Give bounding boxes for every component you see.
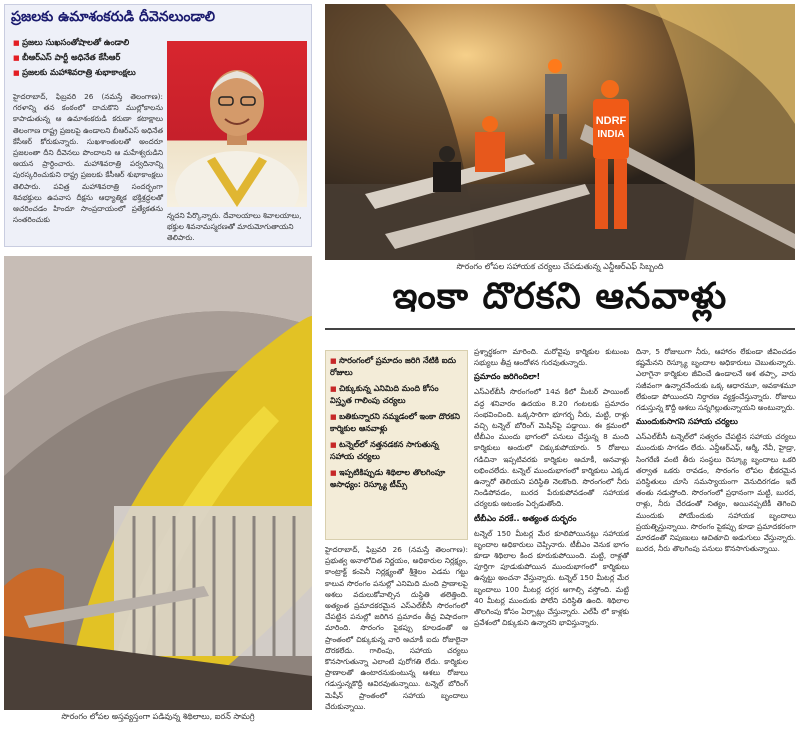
highlight-item: ■ టన్నెల్‌లో నత్తనడకన సాగుతున్న సహాయ చర్యలు [330,439,463,463]
article-paragraph: హైదరాబాద్, ఫిబ్రవరి 26 (నమస్తే తెలంగాణ): ప్రభుత్వ అనాలోచిత నిర్ణయం, అధికారుల నిర్లక్ష్యం, కాంట్రాక్ట్ కంపెనీ నిర్లక్ష్యంతో శ్రీశైలం ఎడమ గట్టు కాలువ సొరంగం పనుల్లో ఎనిమిది మంది ప్రాణాలపై ఆశలు వదులుకోవాల్సిన దుస్థితి తలెత్తింది. అత్యంత ప్రమాదకరమైన ఎస్‌ఎల్‌బీసీ సొరంగంలో చేపట్టిన పనుల్లో జరిగిన ప్రమాదం తీవ్ర విషాదంగా మారింది. సొరంగం పైకప్పు కూలడంతో ఆ ప్రాంతంలో చిక్కుకున్న వారి ఆచూకీ ఐదు రోజులైనా దొరకలేదు. గాలింపు, సహాయ చర్యలు కొనసాగుతున్నా ఎలాంటి పురోగతి లేదు. కార్మికుల ప్రాణాలతో ఉంటారనుకుంటున్న ఆశలు రోజులు గడుస్తున్నకొద్దీ ఆవిరవుతున్నాయి. టన్నెల్ బోరింగ్ మెషీన్ ప్రాంతంలో సహాయ బృందాలు చేరుకున్నాయి. [325,545,468,711]
kcr-portrait-photo [167,41,307,207]
article-column-2 [474,346,629,730]
highlight-item: ■ సొరంగంలో ప్రమాదం జరిగి నేటికి ఐదు రోజులు [330,355,463,379]
article-subheading: టీబీఎం వరకే.. అత్యంత దుర్భరం [474,513,577,523]
bottom-photo-caption: సొరంగం లోపల అస్తవ్యస్తంగా పడివున్న శిథిలాలు, ఐరన్ సామగ్రి [61,712,255,721]
kcr-bullet: ■ ప్రజలకు మహాశివరాత్రి శుభాకాంక్షలు [13,65,161,80]
highlights-box [325,350,468,540]
kcr-body-text: హైదరాబాద్, ఫిబ్రవరి 26 (నమస్తే తెలంగాణ): గరళాన్ని తన కంఠంలో దాచుకొని ముల్లోకాలను కాపాడుతున్న ఆ ఉమాశంకరుడి కరుణా కటాక్షాలు తెలంగాణ రాష్ట్ర ప్రజలపై ఉండాలని బీఆర్‌ఎస్ అధినేత కేసీఆర్ కోరుకున్నారు. సుఖశాంతులతో అందరూ ప్రజలంతా దీని దీవెనలు పొందాలని ఆ మహేశ్వరుడిని ఆయన ప్రార్థించారు. మహాశివరాత్రి పర్వదినాన్ని పురస్కరించుకుని రాష్ట్ర ప్రజలకు కేసీఆర్ శుభాకాంక్షలు తెలిపారు. పవిత్ర మహాశివరాత్రి సందర్భంగా శివభక్తులు ఉపవాస దీక్షను ఆధ్యాత్మిక భక్తిశ్రద్ధలతో ఆచరించడం హిందూ సాంప్రదాయంలో ప్రత్యేకతను సంతరించుకు [13,92,163,225]
highlight-item: ■ చిక్కుకున్న ఎనిమిది మంది కోసం విస్తృత గాలింపు చర్యలు [330,383,463,407]
kcr-headline: ప్రజలకు ఉమాశంకరుడి దీవెనలుండాలి [11,9,216,25]
kcr-bullet: ■ ప్రజలు సుఖసంతోషాలతో ఉండాలి [13,35,161,50]
tunnel-debris-photo [4,256,312,710]
article-paragraph: ఎస్‌ఎల్‌బీసీ టన్నెల్‌లో సత్వరం చేపట్టిన సహాయ చర్యలు ముందుకు సాగడం లేదు. ఎన్డీఆర్‌ఎఫ్, ఆర్మీ, నేవీ, హైడ్రా, సింగరేణి వంటి తీరు సంస్థలు రెస్క్యూ బృందాలు ఒకరి తర్వాత ఒకరు రావడం, సొరంగం లోపల భీకరమైన పరిస్థితులు చూసి సమస్యాయంగా వెనుదిరగడం ఇదే తంతు నడుస్తోంది. సొరంగంలో ప్రధానంగా మట్టి, బురద, రాళ్లు, నీరు చేరడంతో నిత్యం, అయినప్పటికీ తెగించి ముందుకు పోయేందుకు సహాయక బృందాలు ప్రయత్నిస్తున్నాయి. సొరంగం పైకప్పు కూడా ప్రమాదకరంగా మారడంతో నిపుణులు ఆచితూచి అడుగులు వేస్తున్నారు. బురద, నీరు తొలగింపు పనులు కొనసాగుతున్నాయి. [636,432,796,554]
article-subheading: ముందుకుసాగని సహాయ చర్యలు [636,417,738,427]
vest-label: NDRF [595,115,627,127]
kcr-body-text-cont: న్నదని పేర్కొన్నారు. దేవాలయాలు శివాలయాలు, భక్తుల శివనామస్మరణతో మారుమోగుతాయని తెలిపారు. [167,211,302,243]
kcr-bullets [13,35,161,80]
tunnel-debris-scene-icon [4,256,312,710]
vest-label: INDIA [597,129,625,140]
article-paragraph: ప్రశ్నార్థకంగా మారింది. మరోవైపు కార్మికుల కుటుంబ సభ్యులు తీవ్ర ఆందోళన గురవుతున్నారు. [474,347,629,368]
tunnel-rescue-scene-icon [325,4,795,260]
kcr-bullet: ■ బీఆర్‌ఎస్ పార్టీ అధినేత కేసీఆర్ [13,50,161,65]
article-subheading: ప్రమాదం జరిగిందిలా! [474,372,541,382]
article-paragraph: టన్నెల్ 150 మీటర్ల మేర కూలిపోయినట్లు సహాయక బృందాల అధికారులు చెప్పినారు. టీబీఎం వెనుక భాగం కూడా శిథిలాల కింద కూరుకుపోయింది. మట్టి, రాళ్లతో పూర్తిగా పూడుకుపోయిన ముందుభాగంలో కార్మికులు ఉన్నట్టు అంచనా వేస్తున్నారు. టన్నెల్ 150 మీటర్ల మేర బృందాలు 100 మీటర్ల దగ్గర ఆగాల్సి వస్తోంది. మట్టి 40 మీటర్ల ముందుకు పోలేని పరిస్థితి ఉంది. శిథిలాల తొలగింపు కోసం ఏర్పాట్లు చేస్తున్నారు. ఎల్‌పీ లో కాళ్లకు ప్రవేశంలో చిక్కుకుని ఉన్నారని భావిస్తున్నారు. [474,528,629,628]
main-headline: ఇంకా దొరకని ఆనవాళ్లు [392,276,728,317]
highlight-item: ■ బతికున్నారని నమ్మడంలో ఇంకా దొరకని కార్మికుల ఆనవాళ్లు [330,411,463,435]
article-paragraph: దినా, 5 రోజులుగా నీరు, ఆహారం లేకుండా జీవించడం కష్టమేనని రెస్క్యూ బృందాల అధికారులు చెబుతున్నారు. ఎలాగైనా కార్మికుల జీవించే ఉండాలనే ఆశ తప్పా, వారు సజీవంగా ఉన్నారనేందుకు ఒక్క ఆధారమూ, ఆవకాశమూ లేకుండా పోయిందని నిర్ధారణ వ్యక్తంచేస్తున్నారు. రోజులు గడుస్తున్న కొద్దీ ఆశలు సన్నగిల్లుతున్నాయని అంటున్నారు. [636,347,796,413]
article-column-3 [636,346,796,730]
highlight-item: ■ ఇప్పటికిప్పుడు శిథిలాల తొలగింపూ అసాధ్యం: రెస్క్యూ టీమ్స్ [330,467,463,491]
article-paragraph: ఎస్‌ఎల్‌బీసీ సొరంగంలో 14వ కిలో మీటర్ పాయింట్ వద్ద శనివారం ఉదయం 8.20 గంటలకు ప్రమాదం సంభవించింది. ఒక్కసారిగా భూగర్భ నీరు, మట్టి, రాళ్లు వచ్చి టన్నెల్ బోరింగ్ మెషిన్‌పై పడ్డాయి. ఈ క్రమంలో టీబీఎం ముందు భాగంలో పనులు చేస్తున్న 8 మంది కార్మికులు అందులో చిక్కుకుపోయారు. 5 రోజులు గడిచినా ఇప్పటివరకు కార్మికుల ఆచూకీ, ఆనవాళ్లు లభించలేదు. టన్నెల్ ముందుభాగంలో కార్మికులు ఎక్కడ ఉన్నారో తెలియని పరిస్థితి నెలకొంది. సొరంగంలో నీరు నిండిపోవడం, బురద పేరుకుపోవడంతో సహాయక చర్యలకు ఆటంకం ఏర్పడుతోంది. [474,387,629,509]
headline-rule [325,328,795,330]
ndrf-tunnel-photo [325,4,795,260]
article-column-1 [325,544,468,730]
kcr-news-box [4,4,312,247]
top-photo-caption: సొరంగం లోపల సహాయక చర్యలు చేపడుతున్న ఎన్డీఆర్‌ఎఫ్ సిబ్బంది [456,262,664,271]
person-portrait-icon [167,41,307,207]
